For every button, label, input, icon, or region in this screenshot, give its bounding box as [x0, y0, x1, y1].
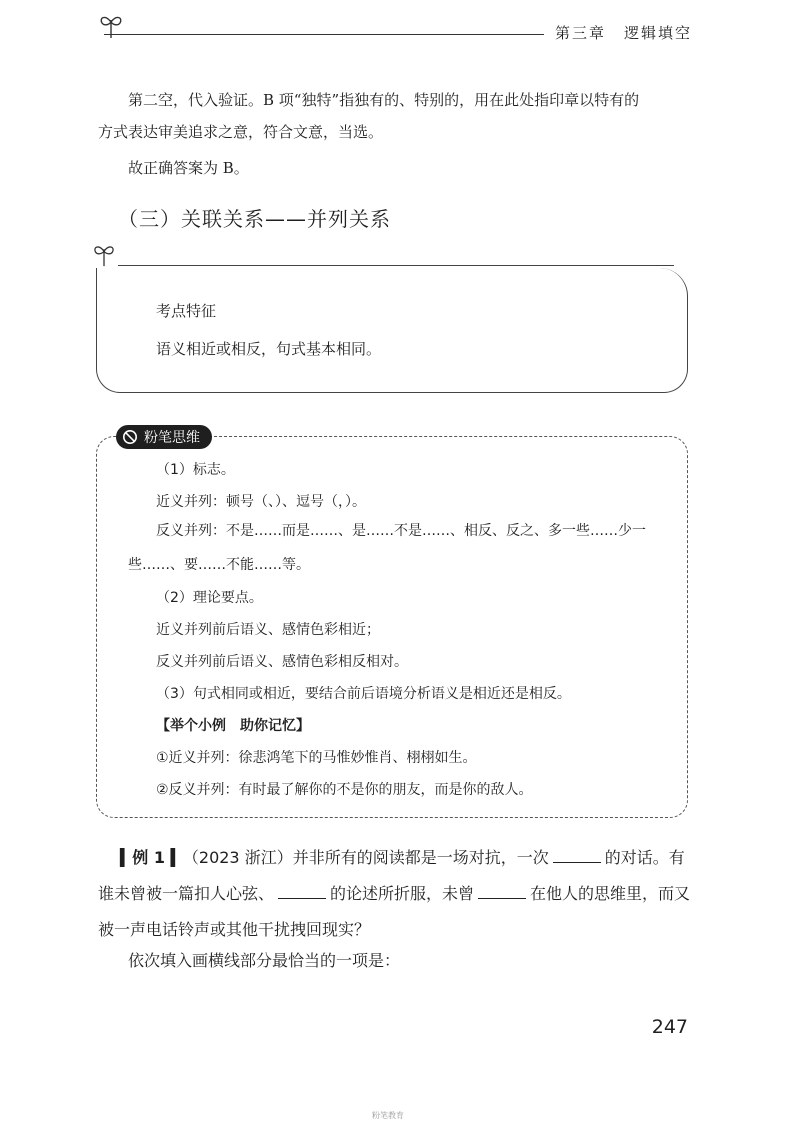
question-prompt: 依次填入画横线部分最恰当的一项是：: [128, 951, 401, 970]
example-tag: ▍例 1 ▍: [120, 848, 183, 867]
feature-box: [96, 268, 688, 393]
feature-rule: [118, 265, 674, 266]
blank-2: [278, 884, 326, 899]
feature-body: 语义相近或相反，句式基本相同。: [156, 340, 382, 358]
opposite-parallel-example: ②反义并列：有时最了解你的不是你的朋友，而是你的敌人。: [156, 782, 533, 798]
section-heading: （三）关联关系——并列关系: [118, 207, 391, 231]
example-question: [98, 840, 698, 948]
example-text-3: 的论述所折服，未曾: [330, 884, 475, 903]
sprout-icon: [90, 240, 118, 268]
example-text-4: 在他人的思维里，而又被一声电话铃声或其他干扰拽回现实？: [98, 884, 691, 939]
feature-title: 考点特征: [156, 302, 217, 320]
near-parallel-theory: 近义并列前后语义、感情色彩相近；: [156, 622, 380, 638]
blank-1: [553, 848, 601, 863]
chapter-title: 逻辑填空: [623, 24, 692, 42]
intro-line-2: 方式表达审美追求之意，符合文意，当选。: [98, 123, 384, 141]
example-title: 【举个小例 助你记忆】: [156, 718, 310, 734]
sprout-icon: [96, 10, 126, 40]
opposite-parallel-theory: 反义并列前后语义、感情色彩相反相对。: [156, 654, 408, 670]
chapter-number: 第三章: [554, 24, 606, 42]
watermark: 粉笔教育: [372, 1111, 404, 1120]
intro-line-1: 第二空，代入验证。B 项“独特”指独有的、特别的，用在此处指印章以特有的: [128, 91, 640, 109]
answer-paragraph: 故正确答案为 B。: [128, 159, 249, 177]
example-text-2: 的对话。有谁未曾被一篇扣人心弦、: [98, 848, 685, 903]
chapter-header: [555, 22, 692, 43]
example-text-1: （2023 浙江）并非所有的阅读都是一场对抗，一次: [182, 848, 549, 867]
near-parallel-marker: 近义并列：顿号（、）、逗号（，）。: [156, 494, 366, 510]
near-parallel-example: ①近义并列：徐悲鸿笔下的马惟妙惟肖、栩栩如生。: [156, 750, 477, 766]
marker-item: （1）标志。: [156, 462, 235, 478]
blank-3: [478, 884, 526, 899]
intro-paragraph: [98, 84, 698, 148]
opposite-parallel-marker: 反义并列：不是……而是……、是……不是……、相反、反之、多一些……少一些……、要……不能……等。: [128, 523, 646, 573]
no-sign-icon: [122, 429, 138, 445]
header-rule: [104, 34, 544, 35]
theory-item: （2）理论要点。: [156, 590, 263, 606]
chalk-thinking-badge: [116, 425, 212, 449]
sentence-pattern-item: （3）句式相同或相近，要结合前后语境分析语义是相近还是相反。: [156, 686, 571, 702]
page-number: 247: [651, 1016, 688, 1038]
chalk-badge-label: 粉笔思维: [144, 430, 200, 446]
